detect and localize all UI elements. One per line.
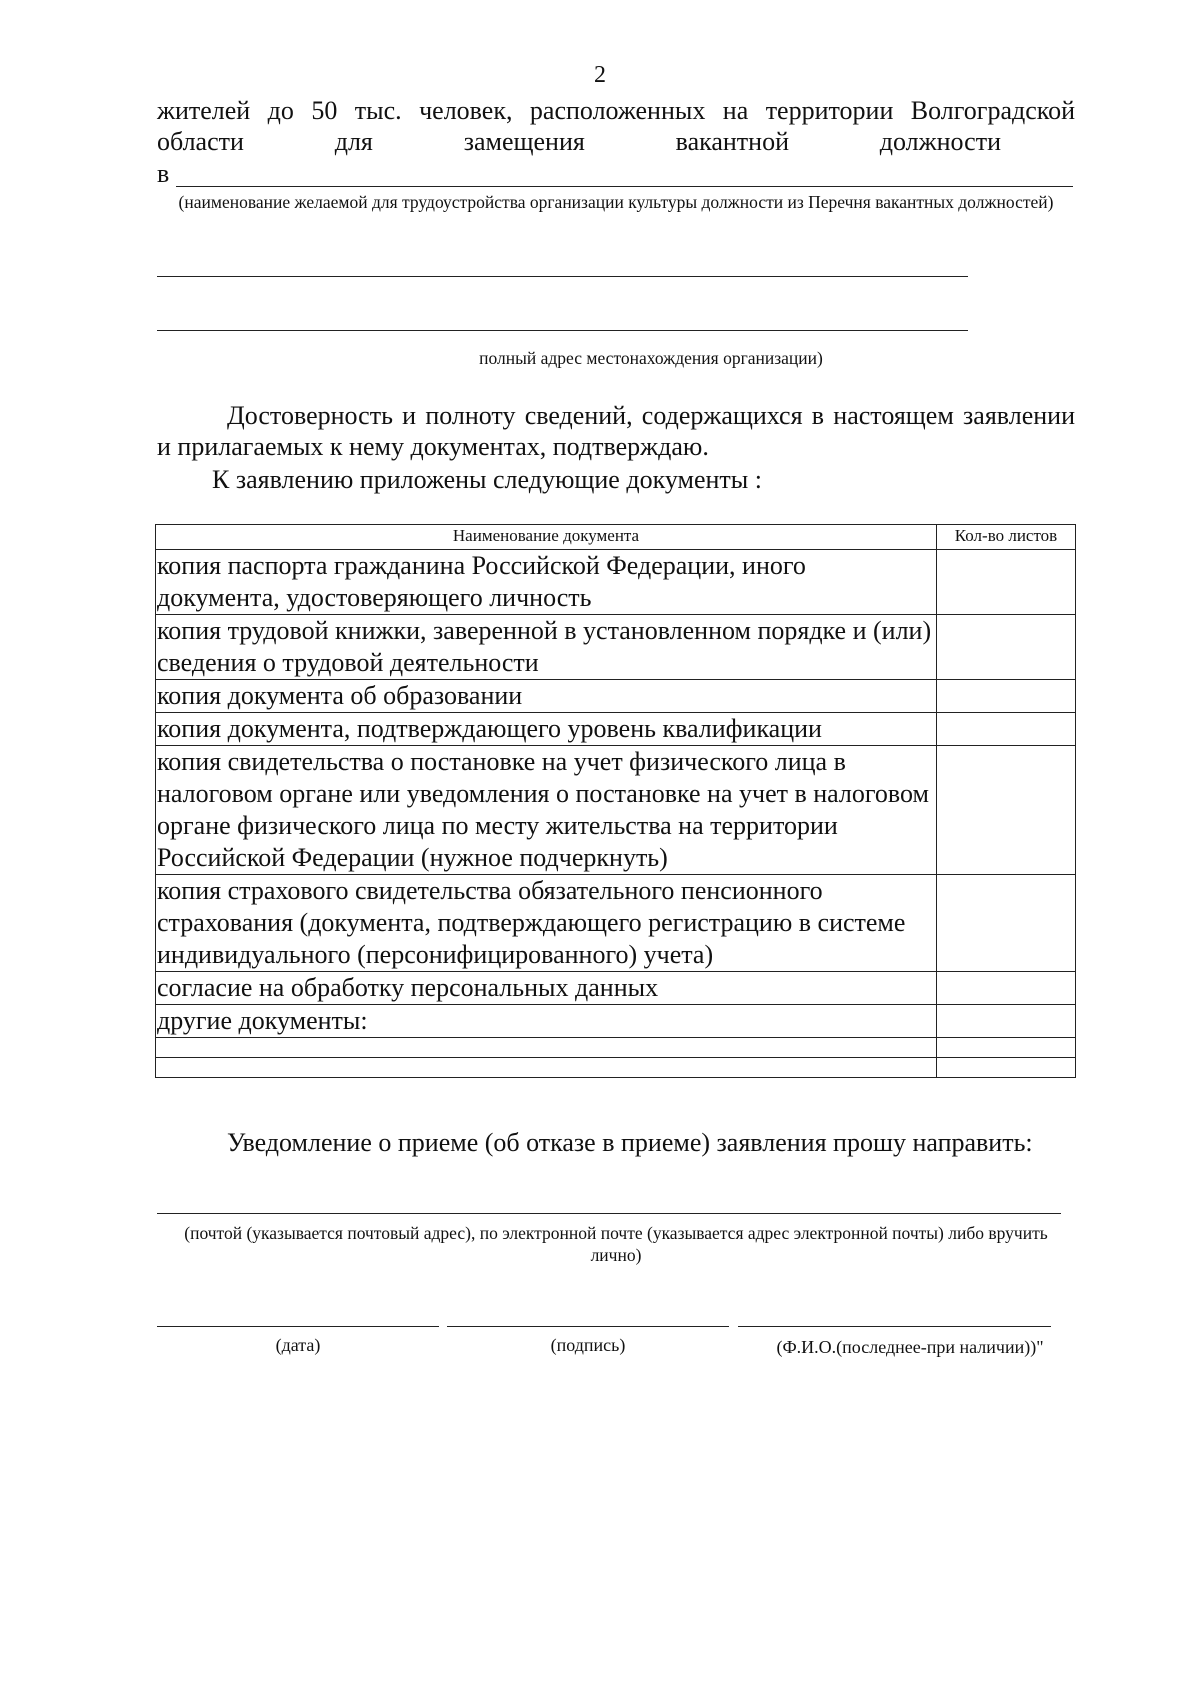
intro-word: замещения xyxy=(463,127,585,156)
date-fill-line[interactable] xyxy=(157,1326,439,1327)
notify-paragraph: Уведомление о приеме (об отказе в приеме) заявления прошу направить: xyxy=(227,1128,1033,1157)
intro-word: области xyxy=(157,127,244,156)
sheet-count-cell[interactable] xyxy=(937,680,1076,713)
caption-fio: (Ф.И.О.(последнее-при наличии))" xyxy=(776,1337,1044,1357)
notify-method-fill-line[interactable] xyxy=(157,1213,1061,1214)
table-row-blank xyxy=(156,1038,1076,1058)
table-row-blank xyxy=(156,1058,1076,1078)
page-number: 2 xyxy=(594,62,606,88)
table-row xyxy=(156,713,1076,746)
table-row xyxy=(156,680,1076,713)
document-name-cell: копия трудовой книжки, заверенной в установленном порядке и (или) сведения о трудовой деятельности xyxy=(156,615,937,680)
sheet-count-cell[interactable] xyxy=(937,615,1076,680)
documents-table xyxy=(155,524,1076,1078)
intro-prefix-v: в xyxy=(157,159,170,188)
document-name-cell: копия страхового свидетельства обязательного пенсионного страхования (документа, подтверждающего регистрацию в системе индивидуального (персонифицированного) учета) xyxy=(156,875,937,972)
sheet-count-cell[interactable] xyxy=(937,1038,1076,1058)
document-name-cell: копия документа, подтверждающего уровень квалификации xyxy=(156,713,937,746)
caption-position: (наименование желаемой для трудоустройства организации культуры должности из Перечня вакантных должностей) xyxy=(178,192,1054,212)
document-name-cell: согласие на обработку персональных данных xyxy=(156,972,937,1005)
attached-docs-heading: К заявлению приложены следующие документы : xyxy=(212,465,762,494)
document-name-cell: копия паспорта гражданина Российской Федерации, иного документа, удостоверяющего личность xyxy=(156,550,937,615)
intro-line-1: жителей до 50 тыс. человек, расположенных на территории Волгоградской xyxy=(157,96,1075,125)
table-row xyxy=(156,615,1076,680)
intro-word: вакантной xyxy=(675,127,789,156)
sheet-count-cell[interactable] xyxy=(937,713,1076,746)
intro-word: для xyxy=(334,127,373,156)
intro-word: должности xyxy=(879,127,1001,156)
confirm-paragraph: Достоверность и полноту сведений, содержащихся в настоящем заявлении и прилагаемых к нему документах, подтверждаю. xyxy=(157,401,1075,461)
table-row xyxy=(156,550,1076,615)
document-name-cell: копия документа об образовании xyxy=(156,680,937,713)
sheet-count-cell[interactable] xyxy=(937,746,1076,875)
caption-address: полный адрес местонахождения организации) xyxy=(479,348,823,368)
caption-signature: (подпись) xyxy=(550,1335,626,1355)
caption-notify-method: (почтой (указывается почтовый адрес), по электронной почте (указывается адрес электронной почты) либо вручить лично) xyxy=(184,1223,1048,1265)
intro-line-2 xyxy=(157,127,1001,157)
column-header-count: Кол-во листов xyxy=(937,525,1076,550)
sheet-count-cell[interactable] xyxy=(937,550,1076,615)
caption-date: (дата) xyxy=(275,1335,321,1355)
table-row xyxy=(156,746,1076,875)
document-name-cell[interactable] xyxy=(156,1058,937,1078)
sheet-count-cell[interactable] xyxy=(937,972,1076,1005)
column-header-name: Наименование документа xyxy=(156,525,937,550)
table-row xyxy=(156,972,1076,1005)
table-row xyxy=(156,875,1076,972)
signature-fill-line[interactable] xyxy=(447,1326,729,1327)
organization-fill-line[interactable] xyxy=(157,276,968,277)
sheet-count-cell[interactable] xyxy=(937,1058,1076,1078)
document-name-cell: другие документы: xyxy=(156,1005,937,1038)
sheet-count-cell[interactable] xyxy=(937,875,1076,972)
document-name-cell: копия свидетельства о постановке на учет физического лица в налоговом органе или уведомления о постановке на учет в налоговом органе физического лица по месту жительства на территории Российской Федерации (нужное подчеркнуть) xyxy=(156,746,937,875)
table-header-row xyxy=(156,525,1076,550)
position-fill-line[interactable] xyxy=(176,186,1073,187)
sheet-count-cell[interactable] xyxy=(937,1005,1076,1038)
address-fill-line[interactable] xyxy=(157,330,968,331)
table-row xyxy=(156,1005,1076,1038)
fio-fill-line[interactable] xyxy=(738,1326,1051,1327)
document-name-cell[interactable] xyxy=(156,1038,937,1058)
